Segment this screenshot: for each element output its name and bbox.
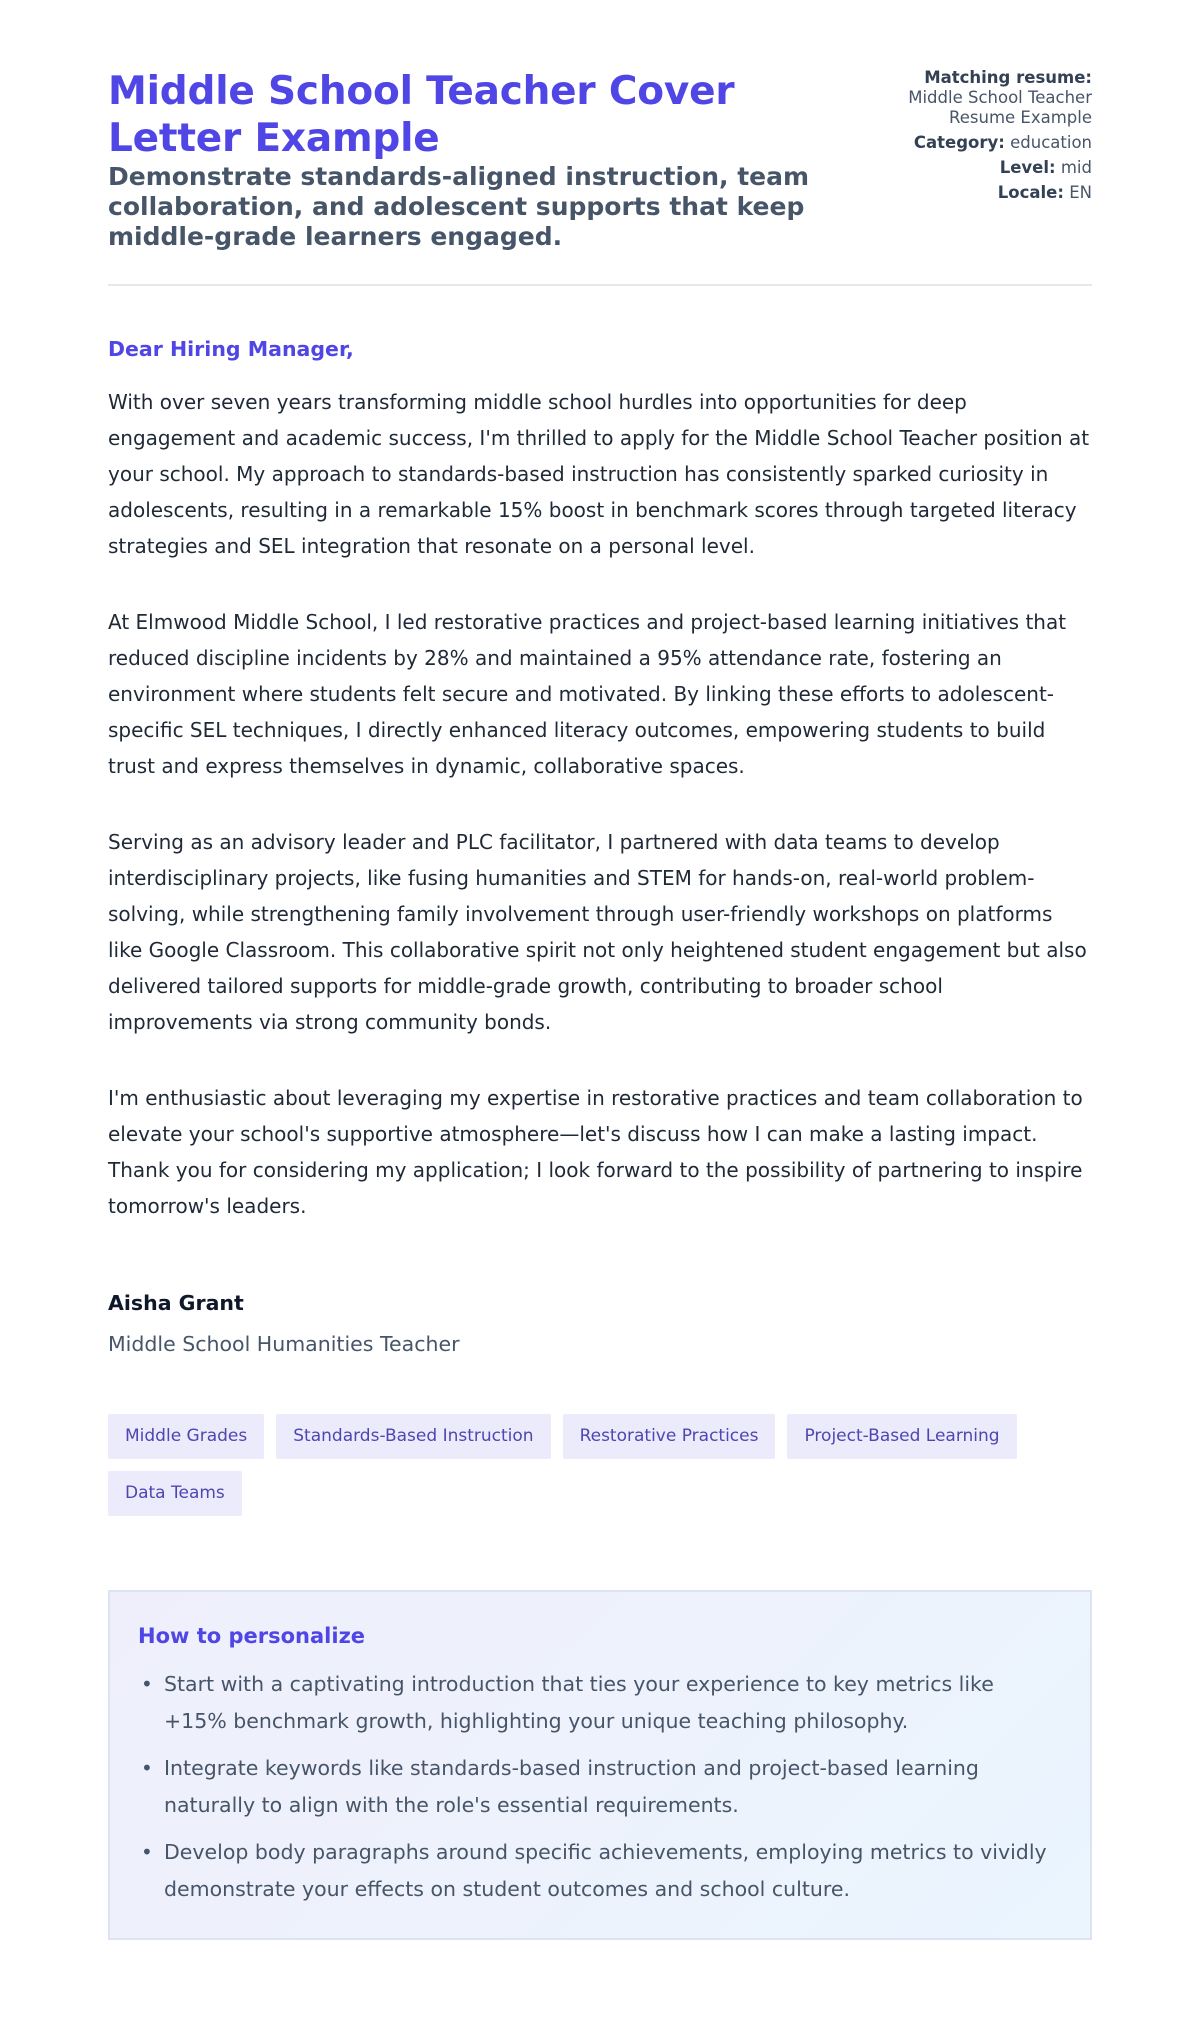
signature-name: Aisha Grant xyxy=(108,1291,244,1315)
bullet-icon: • xyxy=(141,1840,153,1864)
meta-level-label: Level: xyxy=(999,158,1056,177)
meta-category-label: Category: xyxy=(913,133,1005,152)
matching-resume-link[interactable]: Middle School Teacher Resume Example xyxy=(908,88,1092,127)
tips-list xyxy=(138,1666,1062,1908)
personalize-tips-box xyxy=(108,1590,1092,1940)
meta-panel xyxy=(852,68,1092,208)
cover-letter-page xyxy=(108,0,1092,2008)
tip-item xyxy=(141,1666,1062,1740)
letter-paragraph: With over seven years transforming middle school hurdles into opportunities for deep engagement and academic success, I'm thrilled to apply for the Middle School Teacher position at your school. My approach to standards-based instruction has consistently sparked curiosity in adolescents, resulting in a remarkable 15% boost in benchmark scores through targeted literacy strategies and SEL integration that resonate on a personal level. xyxy=(108,390,1090,558)
tip-text: Start with a captivating introduction that ties your experience to key metrics like +15% benchmark growth, highlighting your unique teaching philosophy. xyxy=(164,1672,994,1733)
letter-body xyxy=(108,336,1092,1358)
tip-text: Develop body paragraphs around specific achievements, employing metrics to vividly demonstrate your effects on student outcomes and school culture. xyxy=(164,1840,1047,1901)
tag-project-based-learning[interactable]: Project-Based Learning xyxy=(787,1414,1016,1459)
meta-level-value: mid xyxy=(1060,158,1092,177)
meta-category xyxy=(852,133,1092,153)
tip-text: Integrate keywords like standards-based instruction and project-based learning naturally to align with the role's essential requirements. xyxy=(164,1756,979,1817)
meta-locale xyxy=(852,183,1092,203)
tag-middle-grades[interactable]: Middle Grades xyxy=(108,1414,264,1459)
letter-paragraph: I'm enthusiastic about leveraging my expertise in restorative practices and team collaboration to elevate your school's supportive atmosphere—let's discuss how I can make a lasting impact. Thank you for considering my application; I look forward to the possibility of partnering to inspire tomorrow's leaders. xyxy=(108,1086,1083,1218)
meta-matching-resume xyxy=(852,68,1092,128)
letter-paragraph: At Elmwood Middle School, I led restorative practices and project-based learning initiatives that reduced discipline incidents by 28% and maintained a 95% attendance rate, fostering an environment where students felt secure and motivated. By linking these efforts to adolescent-specific SEL techniques, I directly enhanced literacy outcomes, empowering students to build trust and express themselves in dynamic, collaborative spaces. xyxy=(108,610,1067,778)
tag-restorative-practices[interactable]: Restorative Practices xyxy=(563,1414,776,1459)
meta-locale-label: Locale: xyxy=(997,183,1064,202)
tip-item xyxy=(141,1834,1062,1908)
tag-standards-based-instruction[interactable]: Standards-Based Instruction xyxy=(276,1414,550,1459)
tag-list xyxy=(108,1414,1092,1516)
meta-matching-resume-label: Matching resume: xyxy=(924,68,1092,87)
meta-locale-value: EN xyxy=(1069,183,1092,202)
page-subtitle: Demonstrate standards-aligned instruction, team collaboration, and adolescent supports that keep middle-grade learners engaged. xyxy=(108,162,810,251)
bullet-icon: • xyxy=(141,1756,153,1780)
letter-greeting: Dear Hiring Manager, xyxy=(108,337,354,361)
tag-data-teams[interactable]: Data Teams xyxy=(108,1471,242,1516)
bullet-icon: • xyxy=(141,1672,153,1696)
page-title: Middle School Teacher Cover Letter Example xyxy=(108,69,735,161)
tips-title: How to personalize xyxy=(138,1624,366,1648)
tip-item xyxy=(141,1750,1062,1824)
meta-level xyxy=(852,158,1092,178)
header-titles xyxy=(108,68,828,252)
meta-category-value: education xyxy=(1010,133,1092,152)
signature-title: Middle School Humanities Teacher xyxy=(108,1332,460,1356)
page-header xyxy=(108,68,1092,286)
letter-paragraph: Serving as an advisory leader and PLC facilitator, I partnered with data teams to develop interdisciplinary projects, like fusing humanities and STEM for hands-on, real-world problem-solving, while strengthening family involvement through user-friendly workshops on platforms like Google Classroom. This collaborative spirit not only heightened student engagement but also delivered tailored supports for middle-grade growth, contributing to broader school improvements via strong community bonds. xyxy=(108,830,1087,1034)
